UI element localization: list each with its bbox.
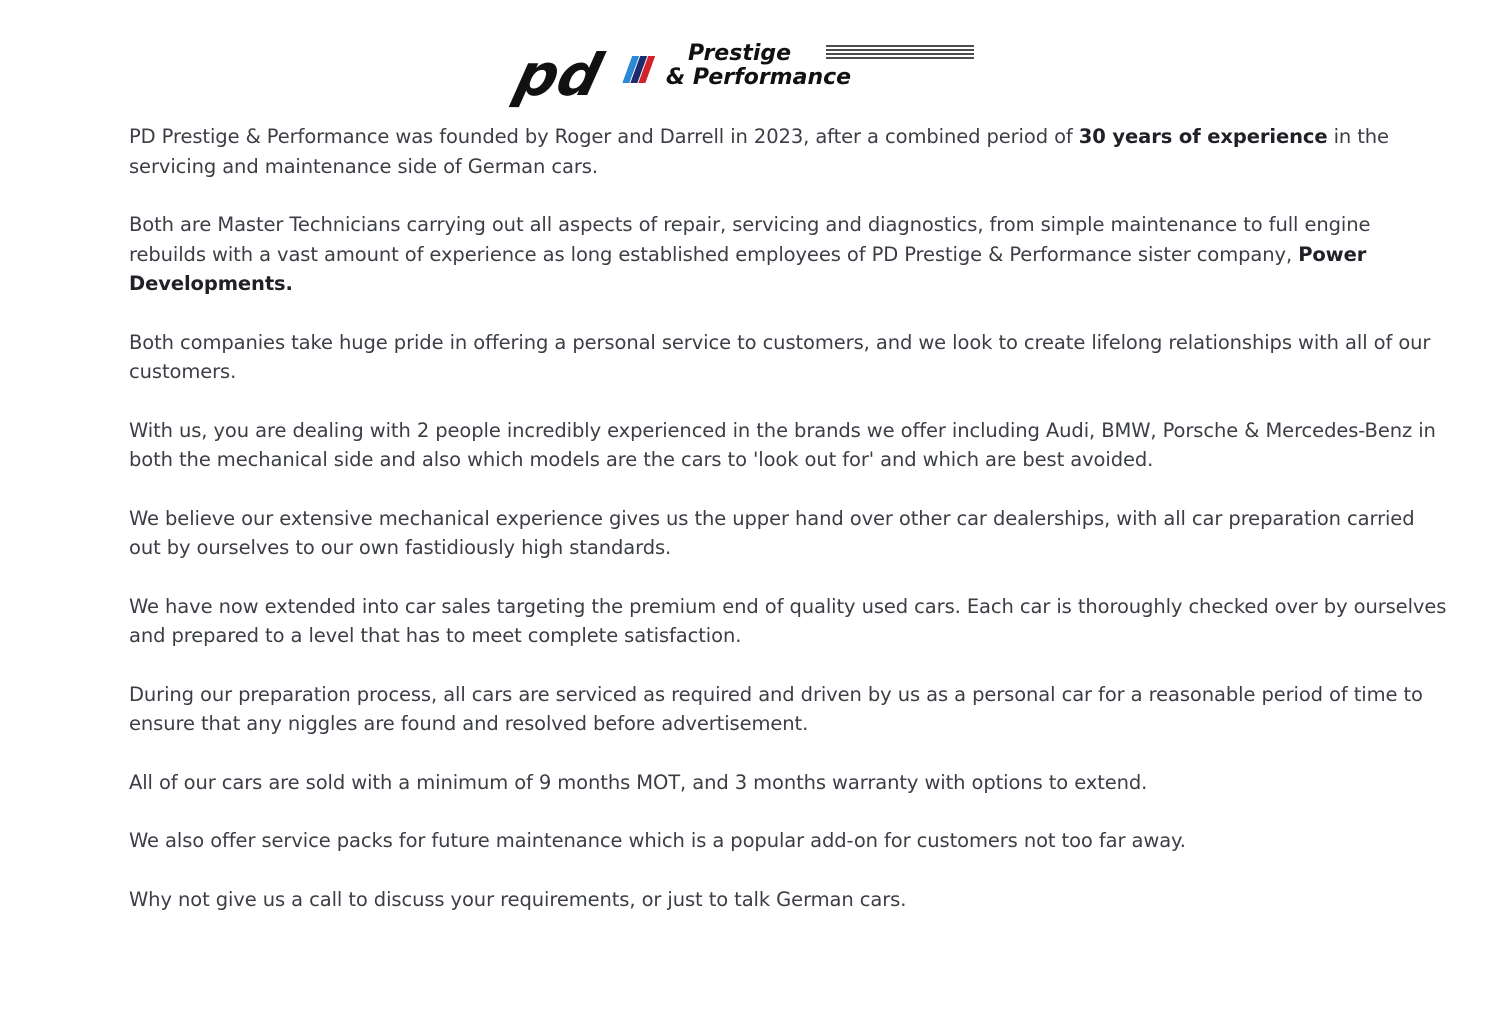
- about-text: [129, 122, 1449, 943]
- paragraph-mot-warranty: All of our cars are sold with a minimum of 9 months MOT, and 3 months warranty with options to extend.: [129, 770, 1148, 794]
- logo-line-2: & Performance: [666, 65, 852, 90]
- paragraph-brands: With us, you are dealing with 2 people incredibly experienced in the brands we offer including Audi, BMW, Porsche & Mercedes-Benz in both the mechanical side and also which models are the cars to 'look out for' and which are best avoided.: [129, 418, 1436, 471]
- brand-logo: [508, 40, 978, 109]
- logo-line-1: Prestige: [688, 41, 792, 66]
- logo-mark: pd: [508, 40, 609, 109]
- paragraph-service-packs: We also offer service packs for future maintenance which is a popular add-on for customers not too far away.: [129, 829, 1186, 852]
- pd-logo-icon: [508, 40, 978, 109]
- paragraph-preparation: During our preparation process, all cars are serviced as required and driven by us as a personal car for a reasonable period of time to ensure that any niggles are found and resolved before advertisement.: [129, 682, 1423, 735]
- paragraph-technicians: Both are Master Technicians carrying out all aspects of repair, servicing and diagnostics, from simple maintenance to full engine rebuilds with a vast amount of experience as long established employees of PD Prestige & Performance sister company, Power Developments.: [129, 213, 1371, 295]
- paragraph-call-to-action: Why not give us a call to discuss your requirements, or just to talk German cars.: [129, 887, 907, 911]
- paragraph-mechanical-experience: We believe our extensive mechanical experience gives us the upper hand over other car dealerships, with all car preparation carried out by ourselves to our own fastidiously high standards.: [129, 506, 1415, 559]
- paragraph-car-sales: We have now extended into car sales targeting the premium end of quality used cars. Each car is thoroughly checked over by ourselves and prepared to a level that has to meet complete satisfaction.: [129, 594, 1447, 647]
- paragraph-founding: PD Prestige & Performance was founded by Roger and Darrell in 2023, after a combined period of 30 years of experience in the servicing and maintenance side of German cars.: [129, 125, 1389, 178]
- highlight-experience: 30 years of experience: [1078, 125, 1328, 148]
- highlight-sister-company: Power Developments.: [129, 242, 1367, 295]
- paragraph-personal-service: Both companies take huge pride in offering a personal service to customers, and we look to create lifelong relationships with all of our customers.: [129, 330, 1431, 383]
